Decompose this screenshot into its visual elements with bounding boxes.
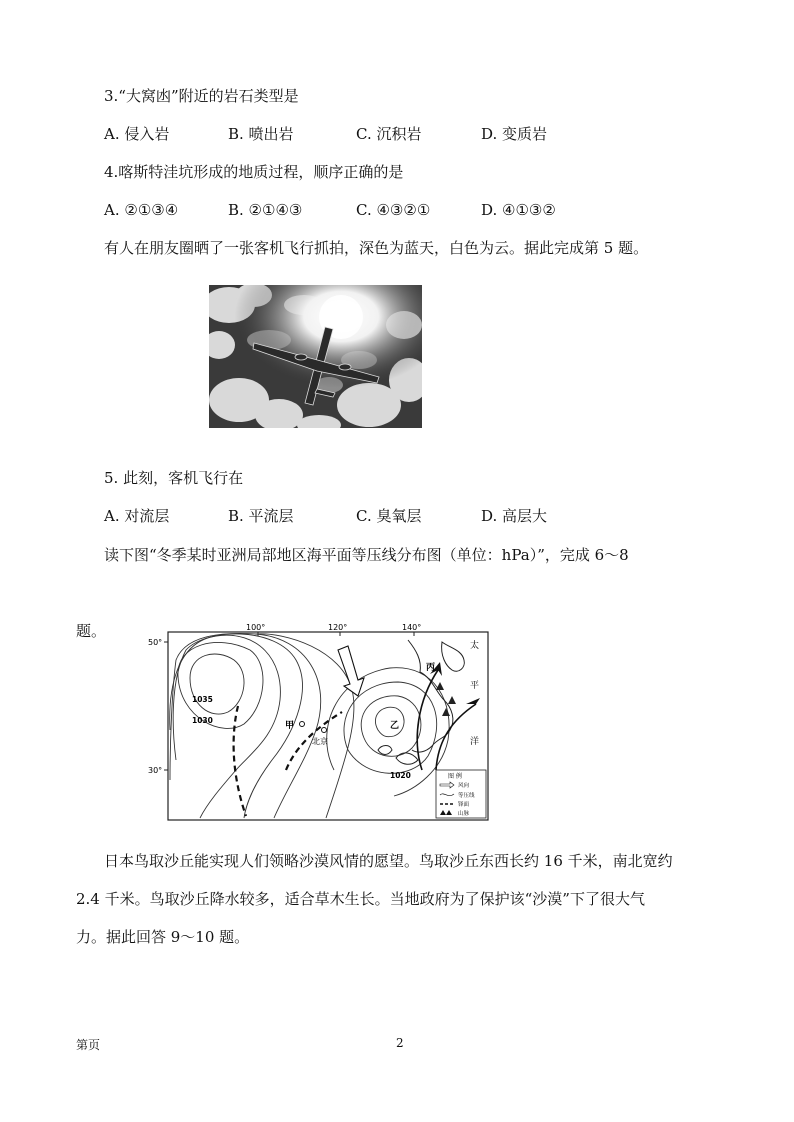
question-5-option-d: D. 高层大 [481, 507, 548, 525]
isobar-map [146, 620, 492, 826]
question-4-option-a: A. ②①③④ [104, 201, 179, 219]
lat-label-30: 30° [148, 766, 163, 775]
question-9-10-intro-line2: 2.4 千米。鸟取沙丘降水较多，适合草木生长。当地政府为了保护该“沙漠”下了很大气 [76, 890, 645, 908]
lat-label-50: 50° [148, 638, 163, 647]
question-6-8-intro-cont: 题。 [76, 622, 107, 640]
page-number: 2 [396, 1036, 404, 1050]
footer-label: 第页 [76, 1038, 101, 1052]
question-3-option-c: C. 沉积岩 [356, 125, 422, 143]
question-9-10-intro-line3: 力。据此回答 9～10 题。 [76, 928, 250, 946]
question-5-stem: 5. 此刻，客机飞行在 [104, 469, 244, 487]
map-label-jia: 甲 [285, 721, 295, 731]
question-5-option-c: C. 臭氧层 [356, 507, 422, 525]
question-4-stem: 4.喀斯特洼坑形成的地质过程，顺序正确的是 [104, 163, 404, 181]
map-legend [436, 770, 486, 818]
lon-label-140: 140° [402, 623, 422, 632]
airplane-photo [209, 285, 422, 428]
isobar-value-1035: 1035 [192, 695, 213, 704]
legend-title: 图 例 [448, 773, 462, 780]
question-3-stem: 3.“大窝凼”附近的岩石类型是 [104, 87, 299, 105]
question-5-option-a: A. 对流层 [104, 507, 170, 525]
map-label-bing: 丙 [426, 663, 436, 673]
question-5-option-b: B. 平流层 [228, 507, 294, 525]
question-3-option-d: D. 变质岩 [481, 125, 548, 143]
isobar-value-1020: 1020 [390, 771, 411, 780]
question-4-option-b: B. ②①④③ [228, 201, 303, 219]
isobar-value-1030: 1030 [192, 716, 213, 725]
legend-isobar: 等压线 [458, 793, 475, 799]
question-3-option-b: B. 喷出岩 [228, 125, 294, 143]
question-3-option-a: A. 侵入岩 [104, 125, 170, 143]
question-6-8-intro: 读下图“冬季某时亚洲局部地区海平面等压线分布图（单位：hPa）”，完成 6～8 [104, 546, 629, 564]
legend-wind: 风向 [458, 783, 470, 789]
ocean-label-tai: 太 [470, 641, 480, 651]
ocean-label-ping: 平 [470, 681, 480, 691]
legend-front: 锋面 [458, 802, 470, 808]
legend-mountain: 山脉 [458, 811, 470, 817]
map-label-yi: 乙 [390, 721, 400, 731]
ocean-label-yang: 洋 [470, 737, 480, 747]
question-5-intro: 有人在朋友圈晒了一张客机飞行抓拍，深色为蓝天，白色为云。据此完成第 5 题。 [104, 239, 649, 257]
lon-label-100: 100° [246, 623, 266, 632]
lon-label-120: 120° [328, 623, 348, 632]
question-4-option-c: C. ④③②① [356, 201, 431, 219]
question-4-option-d: D. ④①③② [481, 201, 556, 219]
map-label-beijing: 北京 [312, 737, 328, 746]
question-9-10-intro-line1: 日本鸟取沙丘能实现人们领略沙漠风情的愿望。鸟取沙丘东西长约 16 千米，南北宽约 [104, 852, 673, 870]
